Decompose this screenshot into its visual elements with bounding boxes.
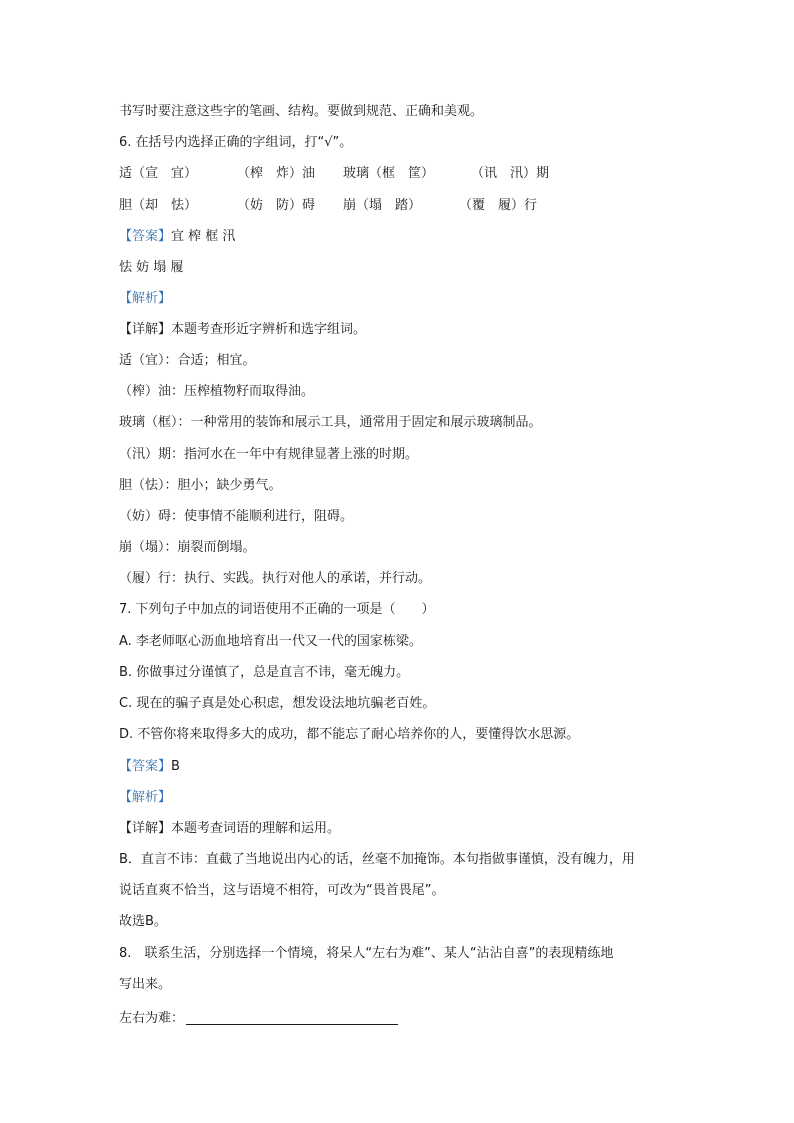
option-d: D. 不管你将来取得多大的成功，都不能忘了耐心培养你的人，要懂得饮水思源。: [119, 727, 580, 742]
word-choice: （讯 汛）期: [471, 166, 550, 181]
explanation-line: （榨）油：压榨植物籽而取得油。: [119, 384, 315, 399]
explanation-line: （汛）期：指河水在一年中有规律显著上涨的时期。: [119, 447, 419, 462]
explanation-line: 说话直爽不恰当，这与语境不相符，可改为“畏首畏尾”。: [119, 883, 445, 898]
question-6-row-2: [119, 197, 599, 215]
fill-label: 左右为难：: [119, 1011, 185, 1026]
detail-heading: 【详解】本题考查形近字辨析和选字组词。: [119, 322, 367, 337]
question-7-stem: 7. 下列句子中加点的词语使用不正确的一项是（ ）: [119, 602, 435, 617]
word-choice: （覆 履）行: [459, 198, 538, 213]
explanation-line: 玻璃（框）：一种常用的装饰和展示工具，通常用于固定和展示玻璃制品。: [119, 415, 542, 430]
answer-label: 【答案】: [119, 229, 172, 244]
word-choice: 崩（塌 踏）: [343, 198, 422, 213]
question-6-answer-line-2: 怯 妨 塌 履: [119, 260, 184, 275]
word-choice: 玻璃（框 筐）: [343, 166, 435, 181]
explanation-line: 胆（怯）：胆小；缺少勇气。: [119, 478, 282, 493]
intro-text: 书写时要注意这些字的笔画、结构。要做到规范、正确和美观。: [119, 104, 484, 119]
question-6-answer: [119, 228, 235, 246]
option-a: A. 李老师呕心沥血地培育出一代又一代的国家栋梁。: [119, 634, 422, 649]
detail-heading: 【详解】本题考查词语的理解和运用。: [119, 821, 341, 836]
word-choice: 胆（却 怯）: [119, 198, 198, 213]
question-8-stem: 8. 联系生活，分别选择一个情境，将呆人“左右为难”、某人“沾沾自喜”的表现精练地: [119, 946, 614, 961]
question-8-stem-cont: 写出来。: [119, 977, 172, 992]
word-choice: （妨 防）碍: [237, 198, 316, 213]
answer-text: 宜 榨 框 汛: [171, 229, 236, 244]
analysis-label: 【解析】: [119, 790, 172, 805]
explanation-line: （妨）碍：使事情不能顺利进行，阻碍。: [119, 509, 354, 524]
explanation-line: B．直言不讳：直截了当地说出内心的话，丝毫不加掩饰。本句指做事谨慎，没有魄力，用: [119, 852, 635, 867]
explanation-line: 崩（塌）：崩裂而倒塌。: [119, 540, 256, 555]
question-6-row-1: [119, 165, 599, 183]
option-b: B. 你做事过分谨慎了，总是直言不讳，毫无魄力。: [119, 665, 410, 680]
question-6-stem: 6. 在括号内选择正确的字组词，打“√”。: [119, 135, 353, 150]
answer-text: B: [171, 759, 180, 774]
answer-blank[interactable]: [186, 1010, 398, 1025]
word-choice: （榨 炸）油: [237, 166, 316, 181]
analysis-label: 【解析】: [119, 291, 172, 306]
answer-label: 【答案】: [119, 759, 172, 774]
fill-in-row: [119, 1010, 398, 1028]
explanation-line: 适（宜）：合适；相宜。: [119, 353, 256, 368]
explanation-line: （履）行：执行、实践。执行对他人的承诺，并行动。: [119, 571, 432, 586]
word-choice: 适（宣 宜）: [119, 166, 198, 181]
option-c: C. 现在的骗子真是处心积虑，想发设法地坑骗老百姓。: [119, 696, 436, 711]
question-7-answer: [119, 758, 180, 776]
conclusion-text: 故选B。: [119, 914, 167, 929]
